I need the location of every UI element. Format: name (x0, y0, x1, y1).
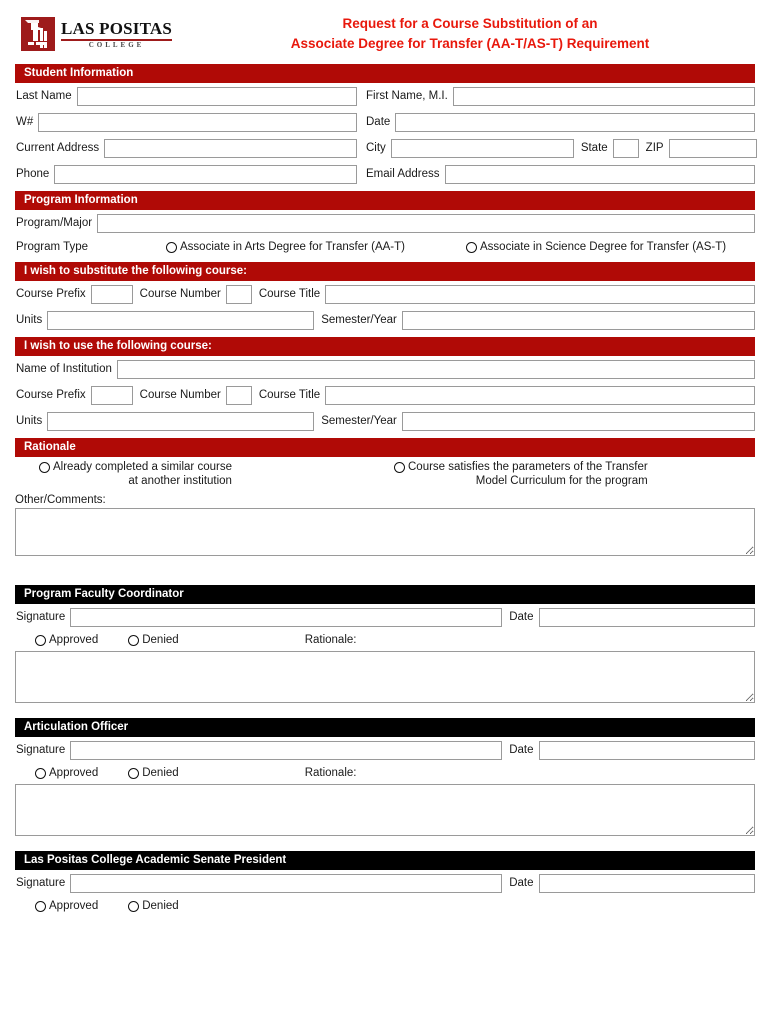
label-phone: Phone (16, 168, 50, 180)
radio-label-approved: Approved (49, 767, 99, 779)
radio-option-as-t[interactable] (466, 241, 726, 253)
radio-label-denied: Denied (142, 634, 179, 646)
row-substitute-course-2 (15, 307, 755, 333)
label-first-name: First Name, M.I. (366, 90, 448, 102)
radio-label-as-t: Associate in Science Degree for Transfer (AS-T) (480, 241, 727, 253)
input-signature-coordinator[interactable] (70, 608, 502, 627)
label-sub-course-number: Course Number (139, 288, 221, 300)
input-sub-course-prefix[interactable] (91, 285, 133, 304)
section-header-program-faculty-coordinator: Program Faculty Coordinator (15, 585, 755, 604)
label-rationale-coordinator: Rationale: (304, 634, 357, 646)
section-header-program-information: Program Information (15, 191, 755, 210)
input-use-course-number[interactable] (226, 386, 252, 405)
row-signature-senate (15, 870, 755, 896)
radio-label-aa-t: Associate in Arts Degree for Transfer (AA-T) (180, 241, 405, 253)
input-date[interactable] (395, 113, 755, 132)
section-header-rationale: Rationale (15, 438, 755, 457)
row-approval-coordinator (15, 630, 755, 650)
radio-label-approved: Approved (49, 634, 99, 646)
rationale-options (15, 457, 755, 494)
radio-circle-icon (128, 768, 139, 779)
input-state[interactable] (613, 139, 639, 158)
label-signature-articulation: Signature (16, 744, 66, 756)
label-date-articulation: Date (509, 744, 534, 756)
logo-subtitle: COLLEGE (61, 39, 172, 49)
label-w-number: W# (16, 116, 34, 128)
spacer (15, 559, 755, 581)
rationale-option-left-text (50, 460, 232, 488)
section-header-use-course: I wish to use the following course: (15, 337, 755, 356)
rationale-right-line-2: Model Curriculum for the program (475, 475, 648, 487)
label-use-units: Units (16, 415, 43, 427)
input-program-major[interactable] (97, 214, 755, 233)
radio-approved-senate[interactable] (35, 900, 98, 912)
label-use-course-prefix: Course Prefix (16, 389, 86, 401)
section-header-student-information: Student Information (15, 64, 755, 83)
row-approval-articulation (15, 763, 755, 783)
spacer (15, 706, 755, 714)
input-zip[interactable] (669, 139, 757, 158)
input-email-address[interactable] (445, 165, 755, 184)
label-sub-course-title: Course Title (258, 288, 321, 300)
rationale-option-right-text (405, 460, 648, 488)
radio-denied-senate[interactable] (128, 900, 178, 912)
rationale-option-transfer-model[interactable] (394, 460, 648, 494)
label-state: State (580, 142, 608, 154)
input-date-senate[interactable] (539, 874, 755, 893)
label-use-semester-year: Semester/Year (321, 415, 397, 427)
row-signature-articulation (15, 737, 755, 763)
textarea-rationale-coordinator[interactable] (15, 651, 755, 703)
row-use-course-1 (15, 382, 755, 408)
textarea-rationale-articulation[interactable] (15, 784, 755, 836)
row-program-major (15, 210, 755, 236)
label-email-address: Email Address (366, 168, 440, 180)
input-city[interactable] (391, 139, 574, 158)
label-sub-course-prefix: Course Prefix (16, 288, 86, 300)
label-signature-coordinator: Signature (16, 611, 66, 623)
input-w-number[interactable] (38, 113, 357, 132)
row-substitute-course-1 (15, 281, 755, 307)
college-logo (15, 17, 225, 51)
spacer (15, 839, 755, 847)
row-address (15, 135, 755, 161)
label-date-senate: Date (509, 877, 534, 889)
row-name (15, 83, 755, 109)
radio-circle-icon (128, 901, 139, 912)
radio-denied-articulation[interactable] (128, 767, 178, 779)
textarea-other-comments[interactable] (15, 508, 755, 556)
row-wnumber-date (15, 109, 755, 135)
section-header-substitute-course: I wish to substitute the following course: (15, 262, 755, 281)
input-use-units[interactable] (47, 412, 314, 431)
input-use-course-title[interactable] (325, 386, 755, 405)
radio-circle-icon (39, 462, 50, 473)
input-sub-course-title[interactable] (325, 285, 755, 304)
radio-circle-icon (128, 635, 139, 646)
input-sub-semester-year[interactable] (402, 311, 755, 330)
rationale-left-line-2: at another institution (128, 475, 232, 487)
page-title (225, 14, 755, 53)
row-program-type (15, 236, 755, 258)
page-title-line-2: Associate Degree for Transfer (AA-T/AS-T) Requirement (290, 36, 650, 51)
label-other-comments: Other/Comments: (15, 494, 106, 506)
input-signature-articulation[interactable] (70, 741, 502, 760)
label-use-course-number: Course Number (139, 389, 221, 401)
input-first-name[interactable] (453, 87, 755, 106)
input-phone[interactable] (54, 165, 357, 184)
radio-label-denied: Denied (142, 767, 179, 779)
radio-circle-icon (166, 242, 177, 253)
college-crest-icon (21, 17, 55, 51)
radio-approved-articulation[interactable] (35, 767, 98, 779)
label-signature-senate: Signature (16, 877, 66, 889)
input-institution[interactable] (117, 360, 755, 379)
rationale-left-line-1: Already completed a similar course (53, 461, 232, 473)
label-rationale-articulation: Rationale: (304, 767, 357, 779)
radio-circle-icon (35, 768, 46, 779)
radio-circle-icon (466, 242, 477, 253)
label-program-type: Program Type (16, 241, 89, 253)
label-institution: Name of Institution (16, 363, 112, 375)
input-last-name[interactable] (77, 87, 357, 106)
row-institution (15, 356, 755, 382)
radio-approved-coordinator[interactable] (35, 634, 98, 646)
input-use-semester-year[interactable] (402, 412, 755, 431)
input-current-address[interactable] (104, 139, 357, 158)
input-use-course-prefix[interactable] (91, 386, 133, 405)
input-signature-senate[interactable] (70, 874, 502, 893)
input-sub-course-number[interactable] (226, 285, 252, 304)
row-use-course-2 (15, 408, 755, 434)
section-header-senate-president: Las Positas College Academic Senate President (15, 851, 755, 870)
logo-wordmark: LAS POSITAS (61, 18, 173, 38)
section-header-articulation-officer: Articulation Officer (15, 718, 755, 737)
radio-circle-icon (35, 635, 46, 646)
document-header (15, 0, 755, 60)
input-sub-units[interactable] (47, 311, 314, 330)
radio-circle-icon (35, 901, 46, 912)
rationale-right-line-1: Course satisfies the parameters of the Transfer (408, 461, 648, 473)
radio-circle-icon (394, 462, 405, 473)
label-sub-units: Units (16, 314, 43, 326)
radio-label-approved: Approved (49, 900, 99, 912)
rationale-option-already-completed[interactable] (15, 460, 394, 494)
label-date-coordinator: Date (509, 611, 534, 623)
page-title-line-1: Request for a Course Substitution of an (342, 16, 598, 32)
label-program-major: Program/Major (16, 217, 93, 229)
label-current-address: Current Address (16, 142, 100, 154)
row-phone-email (15, 161, 755, 187)
label-zip: ZIP (645, 142, 664, 154)
row-approval-senate (15, 896, 755, 916)
label-use-course-title: Course Title (258, 389, 321, 401)
label-date: Date (366, 116, 391, 128)
radio-denied-coordinator[interactable] (128, 634, 178, 646)
label-sub-semester-year: Semester/Year (321, 314, 397, 326)
label-city: City (366, 142, 386, 154)
input-date-coordinator[interactable] (539, 608, 755, 627)
radio-label-denied: Denied (142, 900, 179, 912)
label-last-name: Last Name (16, 90, 72, 102)
input-date-articulation[interactable] (539, 741, 755, 760)
row-signature-coordinator (15, 604, 755, 630)
radio-option-aa-t[interactable] (166, 241, 466, 253)
